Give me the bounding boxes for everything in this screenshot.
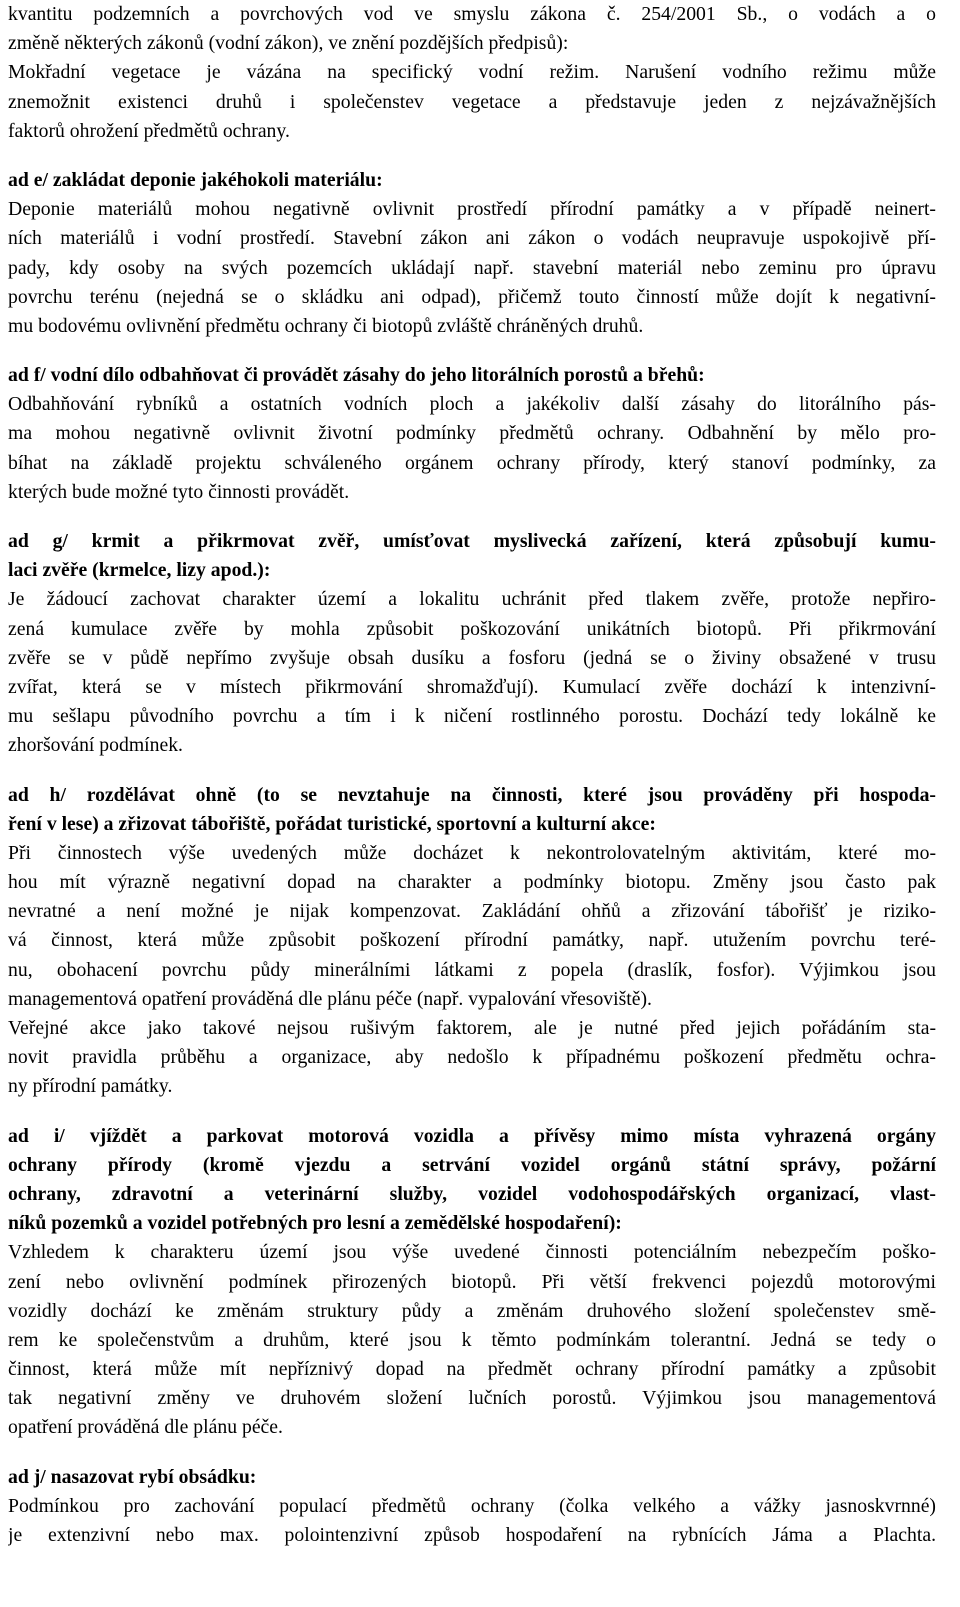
text-line: mu bodovému ovlivnění předmětu ochrany či biotopů zvláště chráněných druhů.	[8, 314, 644, 337]
text-line: ma mohou negativně ovlivnit životní podmínky předmětů ochrany. Odbahnění by mělo pro-	[8, 422, 936, 445]
text-line: hou mít výrazně negativní dopad na charakter a podmínky biotopu. Změny jsou často pak	[8, 871, 936, 894]
text-line: pady, kdy osoby na svých pozemcích ukládají např. stavební materiál nebo zeminu pro úpravu	[8, 256, 936, 279]
section-heading: ad f/ vodní dílo odbahňovat či provádět zásahy do jeho litorálních porostů a břehů:	[8, 364, 705, 387]
text-line: zvěře se v půdě nepřímo zvyšuje obsah dusíku a fosforu (jedná se o živiny obsažené v trusu	[8, 646, 936, 669]
text-line: povrchu terénu (nejedná se o skládku ani odpad), přičemž touto činností může dojít k negativní-	[8, 285, 936, 308]
text-line: zvířat, která se v místech přikrmování shromažďují). Kumulací zvěře dochází k intenzivní-	[8, 675, 936, 698]
paragraph-gap	[8, 761, 936, 781]
text-line: nu, obohacení povrchu půdy minerálními látkami z popela (draslík, fosfor). Výjimkou jsou	[8, 958, 936, 981]
text-line: kvantitu podzemních a povrchových vod ve smyslu zákona č. 254/2001 Sb., o vodách a o	[8, 3, 936, 25]
section-heading: ad i/ vjíždět a parkovat motorová vozidla a přívěsy mimo místa vyhrazená orgány	[8, 1124, 936, 1147]
text-line: Deponie materiálů mohou negativně ovlivnit prostředí přírodní památky a v případě neinert-	[8, 198, 936, 221]
section-heading: ad j/ nasazovat rybí obsádku:	[8, 1465, 257, 1488]
paragraph-gap	[8, 1102, 936, 1122]
text-line: činnost, která může mít nepříznivý dopad na předmět ochrany přírodní památky a způsobit	[8, 1358, 936, 1381]
text-line: novit pravidla průběhu a organizace, aby nedošlo k případnému poškození předmětu ochra-	[8, 1046, 936, 1069]
section-heading: laci zvěře (krmelce, lizy apod.):	[8, 559, 271, 582]
text-line: faktorů ohrožení předmětů ochrany.	[8, 119, 290, 142]
text-line: zení nebo ovlivnění podmínek přirozených biotopů. Při větší frekvenci pojezdů motorovými	[8, 1270, 936, 1293]
section-heading: ad g/ krmit a přikrmovat zvěř, umísťovat myslivecká zařízení, která způsobují kumu-	[8, 530, 936, 552]
section-j	[8, 1463, 936, 1551]
text-line: Vzhledem k charakteru území jsou výše uvedené činnosti potenciálním nebezpečím poško-	[8, 1241, 936, 1264]
section-heading: ad h/ rozdělávat ohně (to se nevztahuje na činnosti, které jsou prováděny při hospoda-	[8, 783, 936, 806]
text-line: Je žádoucí zachovat charakter území a lokalitu uchránit před tlakem zvěře, protože nepřiro-	[8, 588, 936, 611]
section-e	[8, 166, 936, 341]
section-g	[8, 527, 936, 761]
text-line: zhoršování podmínek.	[8, 734, 183, 757]
text-line: tak negativní změny ve druhovém složení lučních porostů. Výjimkou jsou managementová	[8, 1387, 936, 1410]
section-heading: níků pozemků a vozidel potřebných pro lesní a zemědělské hospodaření):	[8, 1212, 622, 1235]
paragraph-gap	[8, 341, 936, 361]
text-line: bíhat na základě projektu schváleného orgánem ochrany přírody, který stanoví podmínky, za	[8, 451, 936, 474]
text-line: rem ke společenstvům a druhům, které jsou k těmto podmínkám tolerantní. Jedná se tedy o	[8, 1328, 936, 1351]
paragraph-gap	[8, 146, 936, 166]
section-i	[8, 1122, 936, 1443]
text-line: zená kumulace zvěře by mohla způsobit poškozování unikátních biotopů. Při přikrmování	[8, 617, 936, 640]
section-heading: ochrany přírody (kromě vjezdu a setrvání vozidel orgánů státní správy, požární	[8, 1153, 936, 1176]
text-line: vá činnost, která může způsobit poškození přírodní památky, např. utužením povrchu teré-	[8, 929, 936, 952]
intro-paragraph	[8, 0, 936, 146]
text-line: vozidly dochází ke změnám struktury půdy a změnám druhového složení společenstev smě-	[8, 1299, 936, 1322]
text-line: je extenzivní nebo max. polointenzivní způsob hospodaření na rybnících Jáma a Plachta.	[8, 1524, 936, 1546]
text-line: Mokřadní vegetace je vázána na specifický vodní režim. Narušení vodního režimu může	[8, 61, 936, 84]
document-page	[8, 0, 936, 1550]
paragraph-gap	[8, 507, 936, 527]
text-line: Veřejné akce jako takové nejsou rušivým faktorem, ale je nutné před jejich pořádáním sta-	[8, 1017, 936, 1039]
paragraph-gap	[8, 1443, 936, 1463]
text-line: Při činnostech výše uvedených může docházet k nekontrolovatelným aktivitám, které mo-	[8, 841, 936, 864]
text-line: změně některých zákonů (vodní zákon), ve znění pozdějších předpisů):	[8, 32, 569, 55]
section-h	[8, 781, 936, 1102]
text-line: nevratné a není možné je nijak kompenzovat. Zakládání ohňů a zřizování tábořišť je riziko-	[8, 900, 936, 923]
text-line: mu sešlapu původního povrchu a tím i k ničení rostlinného porostu. Dochází tedy lokálně ke	[8, 705, 936, 728]
text-line: ny přírodní památky.	[8, 1075, 173, 1098]
section-f	[8, 361, 936, 507]
text-line: Odbahňování rybníků a ostatních vodních ploch a jakékoliv další zásahy do litorálního pás-	[8, 393, 936, 416]
text-line: znemožnit existenci druhů i společenstev vegetace a představuje jeden z nejzávažnějších	[8, 90, 936, 113]
text-line: managementová opatření prováděná dle plánu péče (např. vypalování vřesoviště).	[8, 987, 652, 1010]
section-heading: ření v lese) a zřizovat tábořiště, pořádat turistické, sportovní a kulturní akce:	[8, 812, 656, 835]
text-line: kterých bude možné tyto činnosti provádět.	[8, 480, 350, 503]
text-line: Podmínkou pro zachování populací předmětů ochrany (čolka velkého a vážky jasnoskvrnné)	[8, 1494, 936, 1517]
text-line: ních materiálů i vodní prostředí. Stavební zákon ani zákon o vodách neupravuje uspokojivě pří-	[8, 227, 936, 250]
section-heading: ad e/ zakládat deponie jakéhokoli materiálu:	[8, 168, 383, 191]
text-line: opatření prováděná dle plánu péče.	[8, 1416, 283, 1439]
section-heading: ochrany, zdravotní a veterinární služby, vozidel vodohospodářských organizací, vlast-	[8, 1182, 936, 1205]
